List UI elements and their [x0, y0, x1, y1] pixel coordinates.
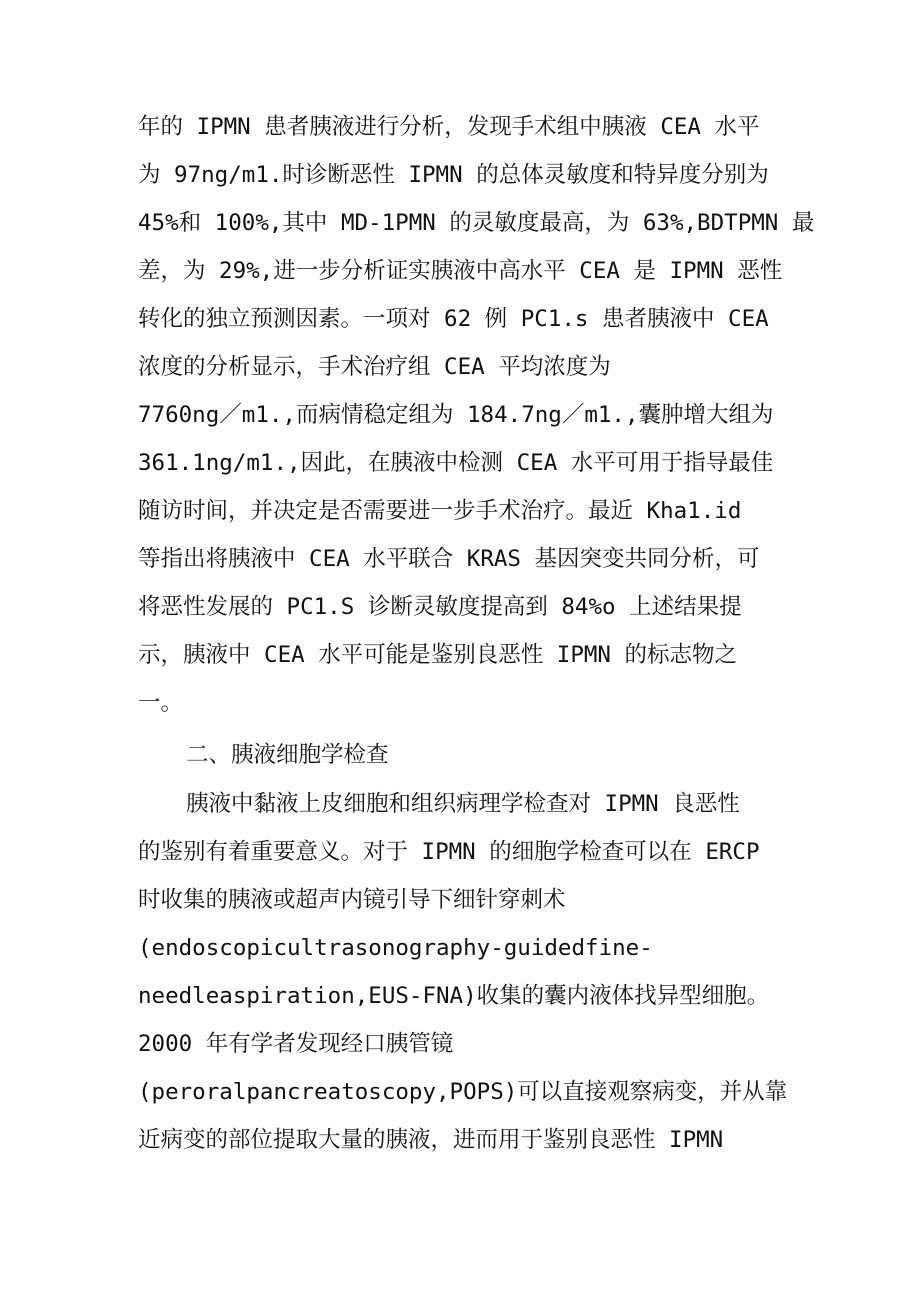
paragraph-line: 等指出将胰液中 CEA 水平联合 KRAS 基因突变共同分析，可: [138, 546, 760, 572]
paragraph-line: 转化的独立预测因素。一项对 62 例 PC1.s 患者胰液中 CEA: [138, 306, 769, 332]
paragraph-line: 将恶性发展的 PC1.S 诊断灵敏度提高到 84%o 上述结果提: [138, 594, 742, 620]
paragraph-line: 差，为 29%,进一步分析证实胰液中高水平 CEA 是 IPMN 恶性: [138, 258, 783, 284]
section-heading: 二、胰液细胞学检查: [186, 742, 389, 768]
paragraph-line: 年的 IPMN 患者胰液进行分析，发现手术组中胰液 CEA 水平: [138, 114, 760, 140]
paragraph-line: 时收集的胰液或超声内镜引导下细针穿刺术: [138, 887, 566, 913]
paragraph-line: needleaspiration,EUS-FNA)收集的囊内液体找异型细胞。: [138, 983, 770, 1009]
paragraph-line: 随访时间，并决定是否需要进一步手术治疗。最近 Kha1.id: [138, 498, 742, 524]
paragraph-line: 为 97ng/m1.时诊断恶性 IPMN 的总体灵敏度和特异度分别为: [138, 162, 769, 188]
paragraph-line: 浓度的分析显示，手术治疗组 CEA 平均浓度为: [138, 354, 611, 380]
paragraph-line: 胰液中黏液上皮细胞和组织病理学检查对 IPMN 良恶性: [186, 791, 740, 817]
paragraph-line: 7760ng／m1.,而病情稳定组为 184.7ng／m1.,囊肿增大组为: [138, 402, 774, 428]
paragraph-line: (peroralpancreatoscopy,POPS)可以直接观察病变，并从靠: [138, 1079, 788, 1105]
paragraph-line: 361.1ng/m1.,因此，在胰液中检测 CEA 水平可用于指导最佳: [138, 450, 774, 476]
paragraph-line: 示，胰液中 CEA 水平可能是鉴别良恶性 IPMN 的标志物之: [138, 642, 738, 668]
paragraph-line: (endoscopicultrasonography-guidedfine-: [138, 935, 653, 961]
paragraph-line: 2000 年有学者发现经口胰管镜: [138, 1031, 454, 1057]
paragraph-line: 近病变的部位提取大量的胰液，进而用于鉴别良恶性 IPMN: [138, 1127, 724, 1153]
paragraph-line: 的鉴别有着重要意义。对于 IPMN 的细胞学检查可以在 ERCP: [138, 839, 760, 865]
paragraph-line: 45%和 100%,其中 MD-1PMN 的灵敏度最高，为 63%,BDTPMN 最: [138, 210, 815, 236]
paragraph-line: 一。: [138, 690, 184, 716]
